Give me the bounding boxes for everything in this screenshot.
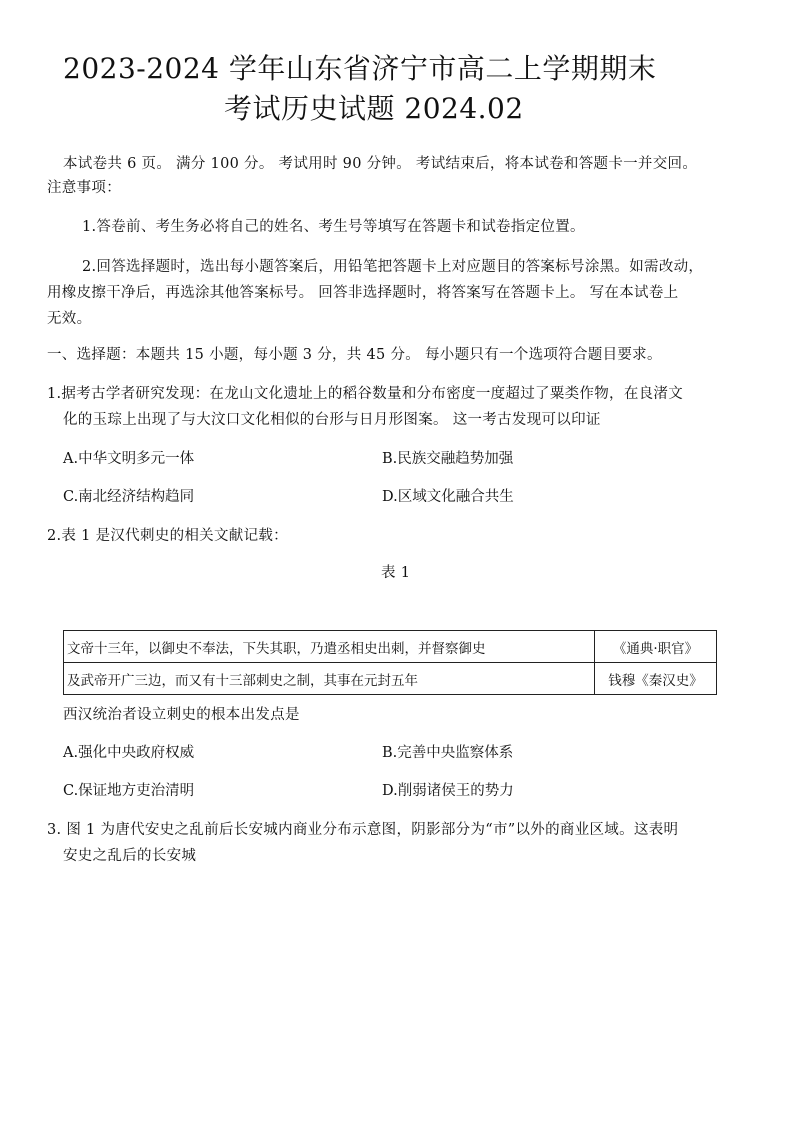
question-3-stem-line-1: 3. 图 1 为唐代安史之乱前后长安城内商业分布示意图，阴影部分为“市”以外的商业区域。这表明: [47, 822, 679, 838]
question-2-option-c: C.保证地方吏治清明: [63, 783, 195, 799]
exam-info: 本试卷共 6 页。 满分 100 分。 考试用时 90 分钟。 考试结束后，将本试卷和答题卡一并交回。: [63, 156, 698, 172]
table-cell-record: 文帝十三年，以御史不奉法，下失其职，乃遣丞相史出刺，并督察御史: [64, 631, 595, 663]
records-table: [63, 630, 717, 695]
question-1-option-c: C.南北经济结构趋同: [63, 489, 195, 505]
question-2-stem: 2.表 1 是汉代刺史的相关文献记载：: [47, 528, 288, 544]
question-2-option-b: B.完善中央监察体系: [382, 745, 514, 761]
table-cell-record: 及武帝开广三边，而又有十三部刺史之制，其事在元封五年: [64, 663, 595, 695]
notice-item-2-line-3: 无效。: [47, 311, 92, 327]
page-title-line-1: 2023-2024 学年山东省济宁市高二上学期期末: [63, 52, 657, 85]
notice-item-2-line-2: 用橡皮擦干净后，再选涂其他答案标号。 回答非选择题时，将答案写在答题卡上。 写在本试卷上: [47, 285, 679, 301]
table-cell-source: 《通典·职官》: [595, 631, 717, 663]
section-heading: 一、选择题：本题共 15 小题，每小题 3 分，共 45 分。 每小题只有一个选项符合题目要求。: [47, 347, 662, 363]
question-2-question: 西汉统治者设立刺史的根本出发点是: [63, 707, 300, 723]
question-2-option-a: A.强化中央政府权威: [63, 745, 195, 761]
question-3-stem-line-2: 安史之乱后的长安城: [63, 848, 197, 864]
page-title-line-2: 考试历史试题 2024.02: [224, 92, 524, 125]
question-1-option-d: D.区域文化融合共生: [382, 489, 514, 505]
notice-label: 注意事项：: [47, 180, 121, 196]
question-1-option-a: A.中华文明多元一体: [63, 451, 195, 467]
table-row: [64, 631, 717, 663]
table-caption: 表 1: [381, 565, 411, 581]
question-1-stem-line-1: 1.据考古学者研究发现：在龙山文化遗址上的稻谷数量和分布密度一度超过了粟类作物，在良渚文: [47, 386, 684, 402]
question-2-option-d: D.削弱诸侯王的势力: [382, 783, 514, 799]
table-cell-source: 钱穆《秦汉史》: [595, 663, 717, 695]
table-row: [64, 663, 717, 695]
notice-item-1: 1.答卷前、考生务必将自己的姓名、考生号等填写在答题卡和试卷指定位置。: [82, 219, 585, 235]
question-1-stem-line-2: 化的玉琮上出现了与大汶口文化相似的台形与日月形图案。 这一考古发现可以印证: [63, 412, 601, 428]
notice-item-2-line-1: 2.回答选择题时，选出每小题答案后，用铅笔把答题卡上对应题目的答案标号涂黑。如需改动，: [82, 259, 704, 275]
question-1-option-b: B.民族交融趋势加强: [382, 451, 514, 467]
